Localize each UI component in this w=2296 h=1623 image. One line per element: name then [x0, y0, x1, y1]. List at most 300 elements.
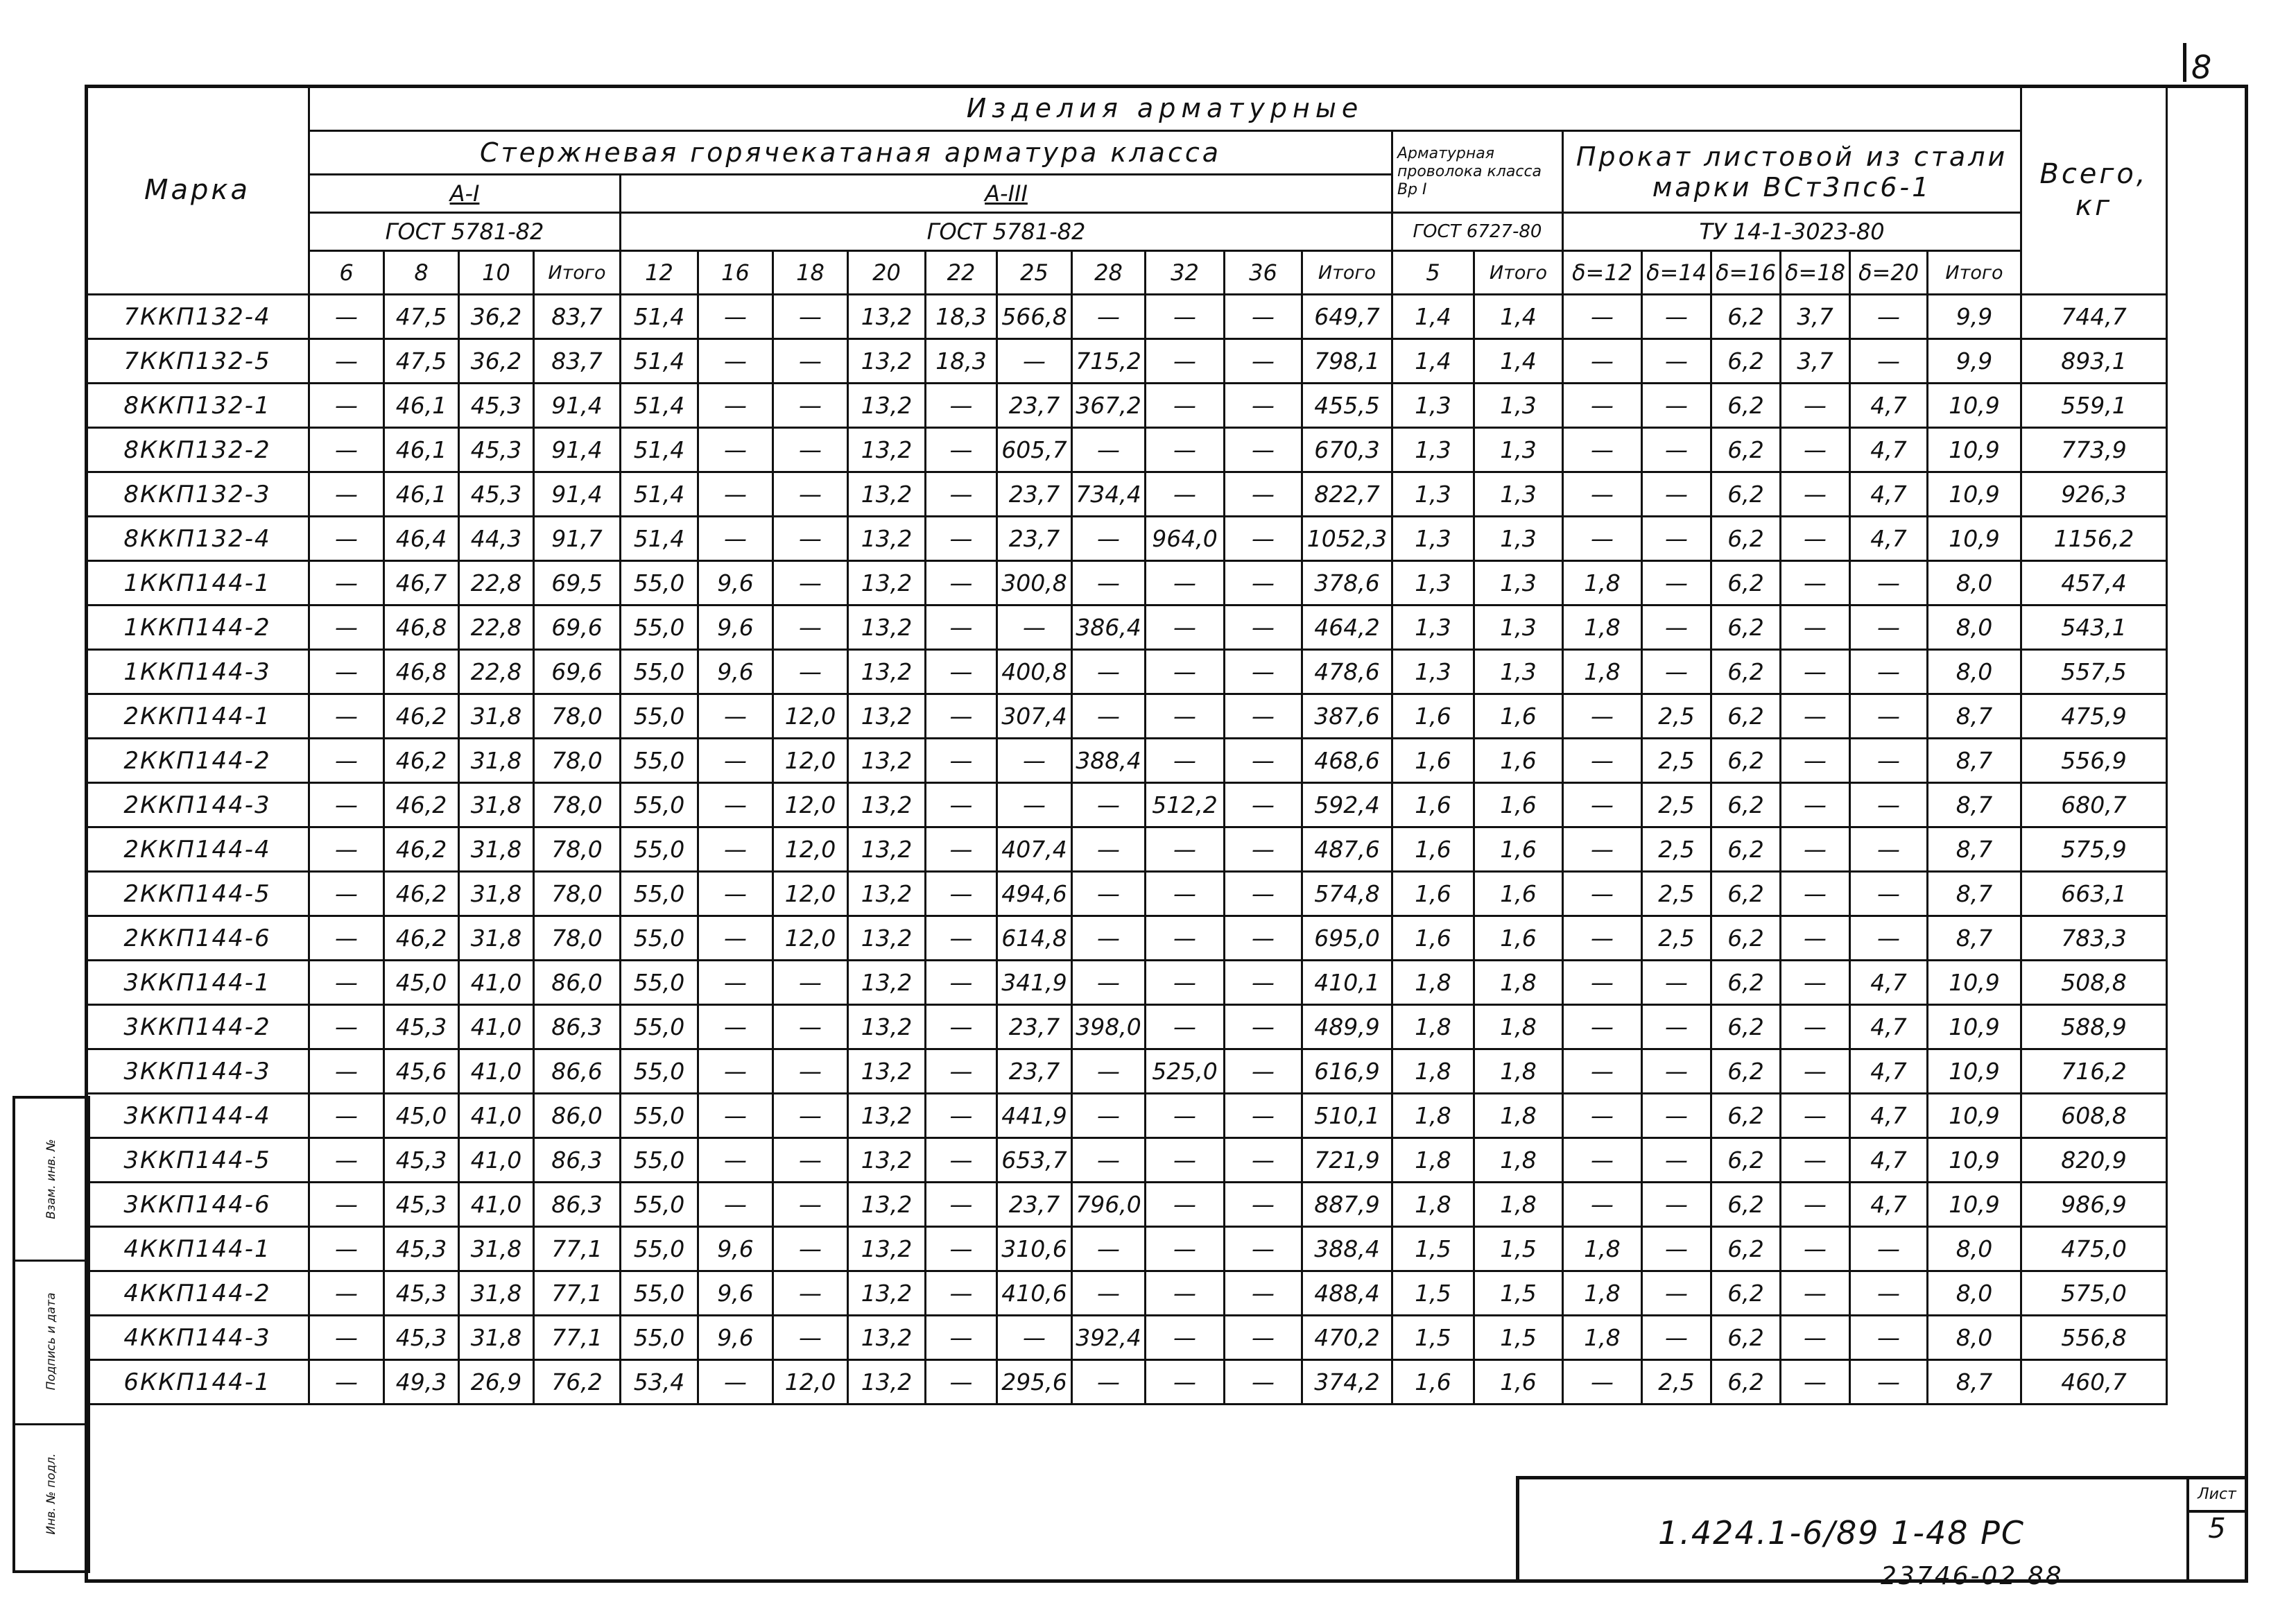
table-row	[86, 1094, 2167, 1138]
value-cell: 6,2	[1711, 1316, 1781, 1360]
value-cell: 13,2	[848, 428, 926, 472]
value-cell: 1,6	[1392, 827, 1474, 872]
value-cell: 392,4	[1072, 1316, 1146, 1360]
value-cell: 6,2	[1711, 916, 1781, 961]
value-cell: 986,9	[2021, 1183, 2167, 1227]
value-cell: —	[926, 694, 997, 739]
value-cell: 22,8	[459, 606, 534, 650]
value-cell: 734,4	[1072, 472, 1146, 517]
value-cell: 6,2	[1711, 1227, 1781, 1271]
value-cell: 1,8	[1563, 606, 1642, 650]
value-cell: 45,3	[384, 1183, 459, 1227]
value-cell: 55,0	[621, 1183, 698, 1227]
column-header: 16	[698, 251, 773, 295]
value-cell: —	[773, 428, 848, 472]
value-cell: —	[1850, 1360, 1928, 1405]
value-cell: 12,0	[773, 872, 848, 916]
value-cell: —	[773, 1271, 848, 1316]
side-approval-stamp	[12, 1096, 90, 1573]
value-cell: —	[309, 1005, 384, 1049]
value-cell: 31,8	[459, 694, 534, 739]
value-cell: —	[309, 872, 384, 916]
value-cell: 6,2	[1711, 606, 1781, 650]
value-cell: 1,3	[1392, 472, 1474, 517]
value-cell: —	[1642, 517, 1711, 561]
value-cell: 6,2	[1711, 295, 1781, 339]
value-cell: 1,8	[1474, 1049, 1563, 1094]
value-cell: 69,6	[534, 650, 621, 694]
value-cell: 556,8	[2021, 1316, 2167, 1360]
value-cell: 1,8	[1563, 561, 1642, 606]
value-cell: 31,8	[459, 1271, 534, 1316]
value-cell: 8,7	[1928, 783, 2021, 827]
value-cell: 9,9	[1928, 339, 2021, 384]
value-cell: 1,3	[1392, 428, 1474, 472]
value-cell: 8,7	[1928, 1360, 2021, 1405]
value-cell: —	[926, 472, 997, 517]
value-cell: 398,0	[1072, 1005, 1146, 1049]
value-cell: —	[1225, 1005, 1302, 1049]
value-cell: —	[1850, 1271, 1928, 1316]
value-cell: 441,9	[997, 1094, 1072, 1138]
value-cell: —	[1072, 561, 1146, 606]
table-row	[86, 561, 2167, 606]
table-row	[86, 428, 2167, 472]
value-cell: —	[698, 1138, 773, 1183]
archive-code: 23746-02 88	[1881, 1562, 2064, 1590]
value-cell: 45,3	[384, 1316, 459, 1360]
value-cell: 45,3	[459, 428, 534, 472]
value-cell: 6,2	[1711, 827, 1781, 872]
value-cell: —	[309, 694, 384, 739]
table-row	[86, 916, 2167, 961]
value-cell: —	[773, 1138, 848, 1183]
value-cell: 13,2	[848, 739, 926, 783]
value-cell: 494,6	[997, 872, 1072, 916]
value-cell: 13,2	[848, 1227, 926, 1271]
table-row	[86, 783, 2167, 827]
value-cell: 12,0	[773, 739, 848, 783]
document-code: 1.424.1-6/89 1-48 РС	[1658, 1514, 2025, 1552]
value-cell: 6,2	[1711, 1005, 1781, 1049]
value-cell: —	[1642, 428, 1711, 472]
value-cell: 91,4	[534, 472, 621, 517]
value-cell: 6,2	[1711, 872, 1781, 916]
value-cell: 10,9	[1928, 1094, 2021, 1138]
value-cell: 407,4	[997, 827, 1072, 872]
marka-header: Марка	[86, 86, 309, 295]
value-cell: 18,3	[926, 295, 997, 339]
value-cell: —	[1781, 1183, 1850, 1227]
marka-cell: 1ККП144-3	[86, 650, 309, 694]
value-cell: 1,6	[1392, 739, 1474, 783]
class-a3-header: А-III	[621, 175, 1392, 213]
value-cell: 51,4	[621, 384, 698, 428]
value-cell: —	[698, 517, 773, 561]
value-cell: 1,5	[1392, 1227, 1474, 1271]
value-cell: —	[1146, 1227, 1225, 1271]
value-cell: —	[1072, 961, 1146, 1005]
value-cell: 77,1	[534, 1271, 621, 1316]
value-cell: 78,0	[534, 783, 621, 827]
value-cell: —	[926, 428, 997, 472]
value-cell: —	[698, 1360, 773, 1405]
value-cell: —	[1642, 1183, 1711, 1227]
value-cell: 45,3	[384, 1227, 459, 1271]
reinforcement-spec-table	[85, 85, 2168, 1405]
marka-cell: 7ККП132-4	[86, 295, 309, 339]
value-cell: 410,1	[1302, 961, 1392, 1005]
value-cell: 653,7	[997, 1138, 1072, 1183]
value-cell: 1,3	[1392, 650, 1474, 694]
value-cell: —	[926, 1183, 997, 1227]
value-cell: 608,8	[2021, 1094, 2167, 1138]
marka-cell: 1ККП144-1	[86, 561, 309, 606]
marka-cell: 3ККП144-6	[86, 1183, 309, 1227]
marka-cell: 8ККП132-4	[86, 517, 309, 561]
value-cell: 10,9	[1928, 1049, 2021, 1094]
value-cell: 410,6	[997, 1271, 1072, 1316]
value-cell: —	[1146, 916, 1225, 961]
value-cell: 55,0	[621, 1094, 698, 1138]
value-cell: —	[698, 428, 773, 472]
value-cell: 6,2	[1711, 472, 1781, 517]
value-cell: 86,3	[534, 1005, 621, 1049]
value-cell: —	[773, 1183, 848, 1227]
value-cell: —	[698, 1005, 773, 1049]
value-cell: —	[1850, 561, 1928, 606]
value-cell: —	[698, 295, 773, 339]
value-cell: 457,4	[2021, 561, 2167, 606]
value-cell: 6,2	[1711, 517, 1781, 561]
value-cell: 468,6	[1302, 739, 1392, 783]
value-cell: 86,3	[534, 1138, 621, 1183]
value-cell: —	[1642, 961, 1711, 1005]
value-cell: —	[698, 472, 773, 517]
value-cell: —	[926, 384, 997, 428]
value-cell: 3,7	[1781, 339, 1850, 384]
value-cell: 6,2	[1711, 650, 1781, 694]
marka-cell: 3ККП144-5	[86, 1138, 309, 1183]
value-cell: 1156,2	[2021, 517, 2167, 561]
value-cell: 575,9	[2021, 827, 2167, 872]
value-cell: —	[1225, 739, 1302, 783]
side-cell-original-inv: Инв. № подл.	[44, 1453, 58, 1535]
value-cell: 31,8	[459, 916, 534, 961]
value-cell: 566,8	[997, 295, 1072, 339]
value-cell: 78,0	[534, 694, 621, 739]
value-cell: —	[1850, 783, 1928, 827]
value-cell: 8,0	[1928, 650, 2021, 694]
value-cell: 10,9	[1928, 517, 2021, 561]
value-cell: —	[1781, 561, 1850, 606]
value-cell: —	[926, 827, 997, 872]
column-header: δ=16	[1711, 251, 1781, 295]
value-cell: —	[1563, 872, 1642, 916]
value-cell: 8,0	[1928, 561, 2021, 606]
value-cell: 2,5	[1642, 827, 1711, 872]
value-cell: 83,7	[534, 339, 621, 384]
value-cell: —	[1563, 295, 1642, 339]
value-cell: 783,3	[2021, 916, 2167, 961]
value-cell: 86,0	[534, 1094, 621, 1138]
value-cell: —	[773, 1227, 848, 1271]
value-cell: 13,2	[848, 1094, 926, 1138]
value-cell: 556,9	[2021, 739, 2167, 783]
value-cell: 36,2	[459, 295, 534, 339]
value-cell: —	[1781, 961, 1850, 1005]
value-cell: —	[1146, 1183, 1225, 1227]
value-cell: —	[1563, 739, 1642, 783]
value-cell: —	[1563, 339, 1642, 384]
value-cell: 6,2	[1711, 1183, 1781, 1227]
value-cell: —	[309, 561, 384, 606]
value-cell: 4,7	[1850, 961, 1928, 1005]
value-cell: 55,0	[621, 1227, 698, 1271]
value-cell: —	[926, 739, 997, 783]
value-cell: —	[1781, 1227, 1850, 1271]
value-cell: 91,7	[534, 517, 621, 561]
value-cell: 69,6	[534, 606, 621, 650]
value-cell: —	[926, 916, 997, 961]
value-cell: 6,2	[1711, 1049, 1781, 1094]
value-cell: 1,3	[1392, 517, 1474, 561]
value-cell: —	[1563, 1138, 1642, 1183]
value-cell: —	[698, 694, 773, 739]
value-cell: 400,8	[997, 650, 1072, 694]
value-cell: —	[926, 561, 997, 606]
value-cell: 13,2	[848, 606, 926, 650]
value-cell: 592,4	[1302, 783, 1392, 827]
value-cell: 76,2	[534, 1360, 621, 1405]
value-cell: —	[1781, 783, 1850, 827]
value-cell: —	[1781, 694, 1850, 739]
value-cell: 798,1	[1302, 339, 1392, 384]
value-cell: 45,6	[384, 1049, 459, 1094]
value-cell: 695,0	[1302, 916, 1392, 961]
value-cell: —	[1563, 916, 1642, 961]
value-cell: —	[309, 650, 384, 694]
value-cell: 8,7	[1928, 739, 2021, 783]
value-cell: 9,6	[698, 1271, 773, 1316]
value-cell: 8,0	[1928, 1271, 2021, 1316]
value-cell: 13,2	[848, 472, 926, 517]
table-row	[86, 827, 2167, 872]
value-cell: —	[1225, 606, 1302, 650]
value-cell: —	[698, 739, 773, 783]
value-cell: —	[1225, 1316, 1302, 1360]
sheet-steel-header: Прокат листовой из стали марки ВСт3пс6-1	[1563, 131, 2021, 213]
value-cell: —	[1225, 295, 1302, 339]
sheet-label: Лист	[2189, 1479, 2245, 1513]
value-cell: 489,9	[1302, 1005, 1392, 1049]
value-cell: 478,6	[1302, 650, 1392, 694]
value-cell: —	[1781, 1138, 1850, 1183]
table-row	[86, 472, 2167, 517]
value-cell: —	[309, 1183, 384, 1227]
value-cell: 1,8	[1474, 1183, 1563, 1227]
value-cell: —	[1072, 295, 1146, 339]
value-cell: 1,5	[1474, 1227, 1563, 1271]
value-cell: 649,7	[1302, 295, 1392, 339]
value-cell: —	[1146, 472, 1225, 517]
value-cell: 4,7	[1850, 1138, 1928, 1183]
value-cell: —	[1563, 1094, 1642, 1138]
value-cell: 8,7	[1928, 827, 2021, 872]
column-header: Итого	[1474, 251, 1563, 295]
value-cell: 1,3	[1392, 561, 1474, 606]
marka-cell: 4ККП144-1	[86, 1227, 309, 1271]
value-cell: 1,3	[1392, 384, 1474, 428]
value-cell: —	[1563, 1360, 1642, 1405]
value-cell: —	[1225, 428, 1302, 472]
column-header: 25	[997, 251, 1072, 295]
value-cell: 1,8	[1392, 1005, 1474, 1049]
column-header: 5	[1392, 251, 1474, 295]
value-cell: —	[309, 517, 384, 561]
value-cell: —	[698, 1049, 773, 1094]
value-cell: 10,9	[1928, 1138, 2021, 1183]
value-cell: 86,3	[534, 1183, 621, 1227]
value-cell: 1,8	[1392, 1094, 1474, 1138]
value-cell: 887,9	[1302, 1183, 1392, 1227]
marka-cell: 1ККП144-2	[86, 606, 309, 650]
value-cell: 8,0	[1928, 606, 2021, 650]
value-cell: 1,3	[1474, 650, 1563, 694]
value-cell: —	[1072, 517, 1146, 561]
value-cell: 6,2	[1711, 783, 1781, 827]
value-cell: 78,0	[534, 739, 621, 783]
value-cell: —	[1072, 872, 1146, 916]
value-cell: —	[997, 783, 1072, 827]
value-cell: —	[926, 1360, 997, 1405]
value-cell: —	[1225, 1227, 1302, 1271]
value-cell: —	[773, 517, 848, 561]
value-cell: —	[1225, 961, 1302, 1005]
value-cell: —	[997, 606, 1072, 650]
value-cell: —	[309, 783, 384, 827]
value-cell: 475,9	[2021, 694, 2167, 739]
value-cell: 12,0	[773, 1360, 848, 1405]
column-header: δ=14	[1642, 251, 1711, 295]
value-cell: 6,2	[1711, 561, 1781, 606]
value-cell: 23,7	[997, 1005, 1072, 1049]
value-cell: —	[1072, 1360, 1146, 1405]
value-cell: 46,2	[384, 739, 459, 783]
value-cell: 820,9	[2021, 1138, 2167, 1183]
value-cell: 13,2	[848, 1005, 926, 1049]
value-cell: —	[1146, 694, 1225, 739]
value-cell: 1,8	[1392, 1183, 1474, 1227]
value-cell: —	[1642, 1271, 1711, 1316]
value-cell: 386,4	[1072, 606, 1146, 650]
table-row	[86, 384, 2167, 428]
value-cell: 13,2	[848, 961, 926, 1005]
value-cell: 12,0	[773, 783, 848, 827]
value-cell: 9,6	[698, 1227, 773, 1271]
value-cell: 588,9	[2021, 1005, 2167, 1049]
value-cell: 300,8	[997, 561, 1072, 606]
value-cell: 12,0	[773, 916, 848, 961]
table-row	[86, 872, 2167, 916]
value-cell: —	[1146, 961, 1225, 1005]
value-cell: —	[1072, 783, 1146, 827]
column-header: 20	[848, 251, 926, 295]
column-header: 12	[621, 251, 698, 295]
value-cell: 8,7	[1928, 872, 2021, 916]
value-cell: 1,8	[1563, 1316, 1642, 1360]
value-cell: 4,7	[1850, 1094, 1928, 1138]
value-cell: —	[773, 1049, 848, 1094]
value-cell: 487,6	[1302, 827, 1392, 872]
value-cell: 47,5	[384, 339, 459, 384]
value-cell: —	[309, 739, 384, 783]
value-cell: 1,8	[1474, 1094, 1563, 1138]
value-cell: —	[1781, 606, 1850, 650]
value-cell: 53,4	[621, 1360, 698, 1405]
value-cell: 46,7	[384, 561, 459, 606]
value-cell: 1,4	[1392, 295, 1474, 339]
value-cell: —	[1781, 472, 1850, 517]
marka-cell: 2ККП144-4	[86, 827, 309, 872]
value-cell: 6,2	[1711, 1360, 1781, 1405]
value-cell: 13,2	[848, 561, 926, 606]
value-cell: 13,2	[848, 339, 926, 384]
value-cell: 4,7	[1850, 1183, 1928, 1227]
value-cell: 51,4	[621, 428, 698, 472]
value-cell: —	[926, 1049, 997, 1094]
value-cell: —	[1850, 694, 1928, 739]
value-cell: 51,4	[621, 339, 698, 384]
value-cell: 78,0	[534, 827, 621, 872]
column-header: 32	[1146, 251, 1225, 295]
value-cell: 1,8	[1392, 1049, 1474, 1094]
value-cell: —	[309, 472, 384, 517]
value-cell: 1,5	[1474, 1271, 1563, 1316]
value-cell: —	[773, 295, 848, 339]
value-cell: —	[1642, 606, 1711, 650]
value-cell: 388,4	[1302, 1227, 1392, 1271]
value-cell: 45,3	[384, 1271, 459, 1316]
value-cell: 1,6	[1474, 694, 1563, 739]
value-cell: 86,6	[534, 1049, 621, 1094]
value-cell: —	[926, 1271, 997, 1316]
value-cell: 744,7	[2021, 295, 2167, 339]
value-cell: 6,2	[1711, 339, 1781, 384]
column-header: Итого	[1928, 251, 2021, 295]
value-cell: 2,5	[1642, 783, 1711, 827]
value-cell: 46,2	[384, 783, 459, 827]
column-header: δ=18	[1781, 251, 1850, 295]
value-cell: 55,0	[621, 1271, 698, 1316]
value-cell: —	[773, 339, 848, 384]
value-cell: 773,9	[2021, 428, 2167, 472]
value-cell: —	[1781, 1271, 1850, 1316]
value-cell: 3,7	[1781, 295, 1850, 339]
value-cell: 46,1	[384, 384, 459, 428]
value-cell: 295,6	[997, 1360, 1072, 1405]
column-header: 22	[926, 251, 997, 295]
wire-header: Арматурная проволока класса Вр I	[1392, 131, 1563, 213]
value-cell: —	[1642, 339, 1711, 384]
value-cell: —	[1563, 1183, 1642, 1227]
value-cell: —	[1225, 650, 1302, 694]
value-cell: 22,8	[459, 650, 534, 694]
sheet-tu-header: ТУ 14-1-3023-80	[1563, 213, 2021, 251]
value-cell: 23,7	[997, 384, 1072, 428]
value-cell: —	[1850, 739, 1928, 783]
value-cell: 91,4	[534, 384, 621, 428]
